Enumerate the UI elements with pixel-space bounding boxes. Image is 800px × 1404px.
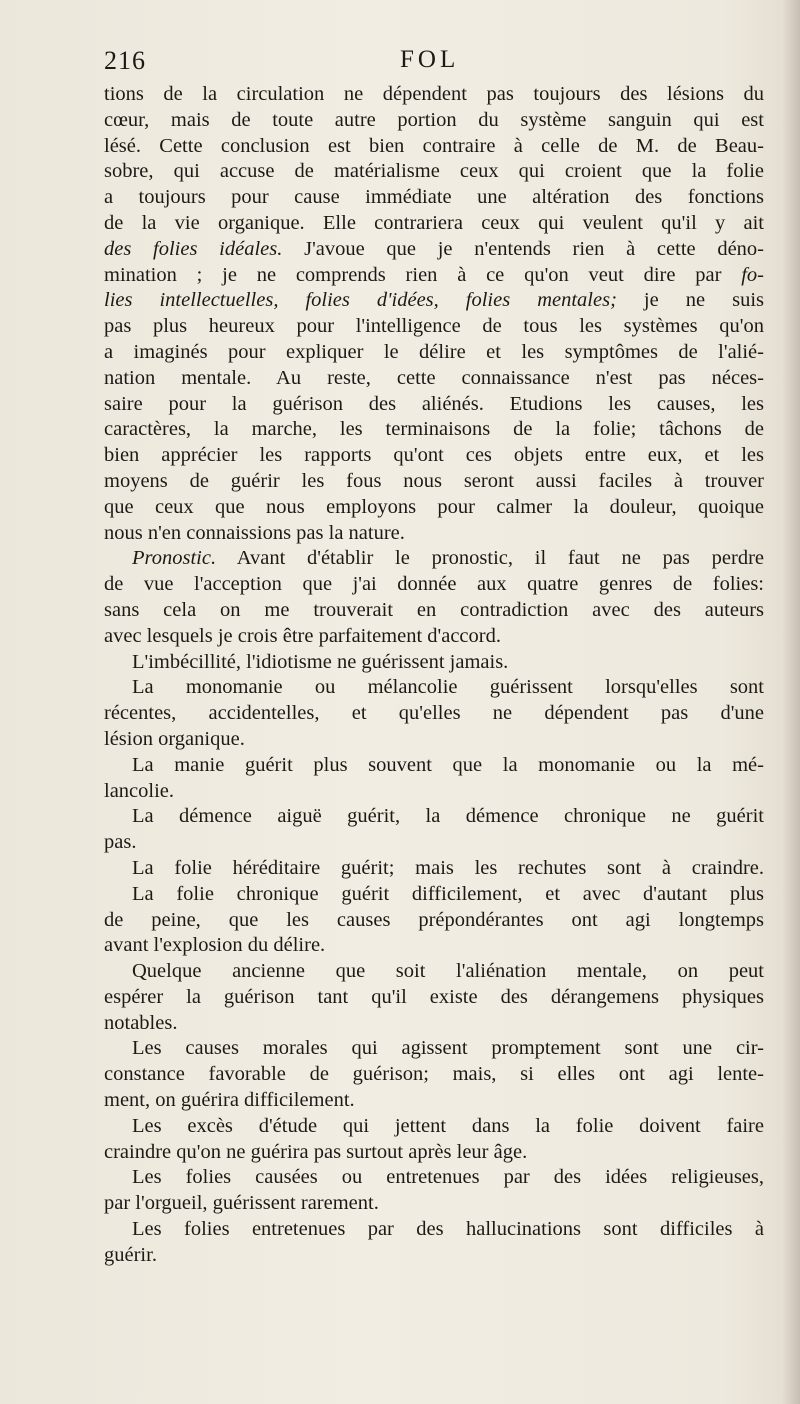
text-line: craindre qu'on ne guérira pas surtout après leur âge.	[104, 1140, 528, 1163]
text-line: par l'orgueil, guérissent rarement.	[104, 1192, 379, 1215]
text-line: sans cela on me trouverait en contradiction avec des auteurs	[104, 598, 764, 621]
page-edge-shadow	[782, 0, 800, 1404]
text-line: bien apprécier les rapports qu'ont ces objets entre eux, et les	[104, 444, 764, 467]
text-line: constance favorable de guérison; mais, si elles ont agi lente-	[104, 1063, 764, 1086]
prognosis-statement: L'imbécillité, l'idiotisme ne guérissent jamais.	[132, 650, 509, 673]
text-line: saire pour la guérison des aliénés. Etudions les causes, les	[104, 392, 764, 415]
text-line: lésion organique.	[104, 727, 245, 750]
text-line: moyens de guérir les fous nous seront aussi faciles à trouver	[104, 469, 764, 492]
prognosis-statement: Les excès d'étude qui jettent dans la folie doivent faire	[132, 1114, 764, 1137]
text-line: notables.	[104, 1011, 178, 1034]
pronostic-heading-line	[104, 546, 764, 572]
text-line: espérer la guérison tant qu'il existe des dérangemens physiques	[104, 985, 764, 1008]
running-head: FOL	[400, 46, 460, 73]
text-line: sobre, qui accuse de matérialisme ceux qui croient que la folie	[104, 160, 764, 183]
page-number: 216	[104, 46, 146, 75]
text-line: de la vie organique. Elle contrariera ceux qui veulent qu'il y ait	[104, 211, 764, 234]
text-line: avec lesquels je crois être parfaitement d'accord.	[104, 624, 501, 647]
prognosis-statement: Les folies entretenues par des hallucinations sont difficiles à	[132, 1218, 764, 1241]
text-line: pas.	[104, 831, 137, 854]
prognosis-statement: La monomanie ou mélancolie guérissent lorsqu'elles sont	[132, 676, 764, 699]
text-line: caractères, la marche, les terminaisons de la folie; tâchons de	[104, 418, 764, 441]
text-run: Avant d'établir le pronostic, il faut ne pas perdre	[216, 547, 764, 570]
text-line: lésé. Cette conclusion est bien contraire à celle de M. de Beau-	[104, 134, 764, 157]
section-heading: Pronostic.	[132, 547, 217, 570]
text-line: lancolie.	[104, 779, 175, 802]
prognosis-statement: Les folies causées ou entretenues par des idées religieuses,	[132, 1166, 764, 1189]
italic-phrase: fo-	[741, 263, 764, 286]
text-line: nous n'en connaissions pas la nature.	[104, 521, 405, 544]
prognosis-statement: Quelque ancienne que soit l'aliénation mentale, on peut	[132, 960, 764, 983]
text-run: mination ; je ne comprends rien à ce qu'on veut dire par	[104, 263, 742, 286]
prognosis-statement: La manie guérit plus souvent que la monomanie ou la mé-	[132, 753, 764, 776]
text-line	[104, 288, 764, 314]
text-line: cœur, mais de toute autre portion du système sanguin qui est	[104, 108, 764, 131]
body-text	[104, 82, 764, 1269]
page-header	[104, 46, 764, 80]
prognosis-statement: La démence aiguë guérit, la démence chronique ne guérit	[132, 805, 764, 828]
text-run: J'avoue que je n'entends rien à cette déno-	[282, 237, 764, 260]
prognosis-statement: La folie chronique guérit difficilement, et avec d'autant plus	[132, 882, 764, 905]
text-line: tions de la circulation ne dépendent pas toujours des lésions du	[104, 83, 764, 105]
text-run: je ne suis	[616, 289, 765, 312]
text-line: avant l'explosion du délire.	[104, 934, 326, 957]
text-line: a toujours pour cause immédiate une altération des fonctions	[104, 186, 764, 209]
italic-phrase: des folies idéales.	[104, 237, 283, 260]
text-line: pas plus heureux pour l'intelligence de tous les systèmes qu'on	[104, 315, 764, 338]
text-line: de peine, que les causes prépondérantes ont agi longtemps	[104, 908, 764, 931]
prognosis-statement: La folie héréditaire guérit; mais les rechutes sont à craindre.	[132, 856, 764, 879]
prognosis-statement: Les causes morales qui agissent promptement sont une cir-	[132, 1037, 764, 1060]
text-line	[104, 237, 764, 263]
italic-phrase: lies intellectuelles, folies d'idées, folies mentales;	[104, 289, 617, 312]
text-line: que ceux que nous employons pour calmer la douleur, quoique	[104, 495, 764, 518]
text-line	[104, 263, 764, 289]
text-line: ment, on guérira difficilement.	[104, 1089, 355, 1112]
text-line: guérir.	[104, 1243, 157, 1266]
text-line: a imaginés pour expliquer le délire et les symptômes de l'alié-	[104, 340, 764, 363]
text-line: nation mentale. Au reste, cette connaissance n'est pas néces-	[104, 366, 764, 389]
text-line: récentes, accidentelles, et qu'elles ne dépendent pas d'une	[104, 702, 764, 725]
text-line: de vue l'acception que j'ai donnée aux quatre genres de folies:	[104, 573, 764, 596]
